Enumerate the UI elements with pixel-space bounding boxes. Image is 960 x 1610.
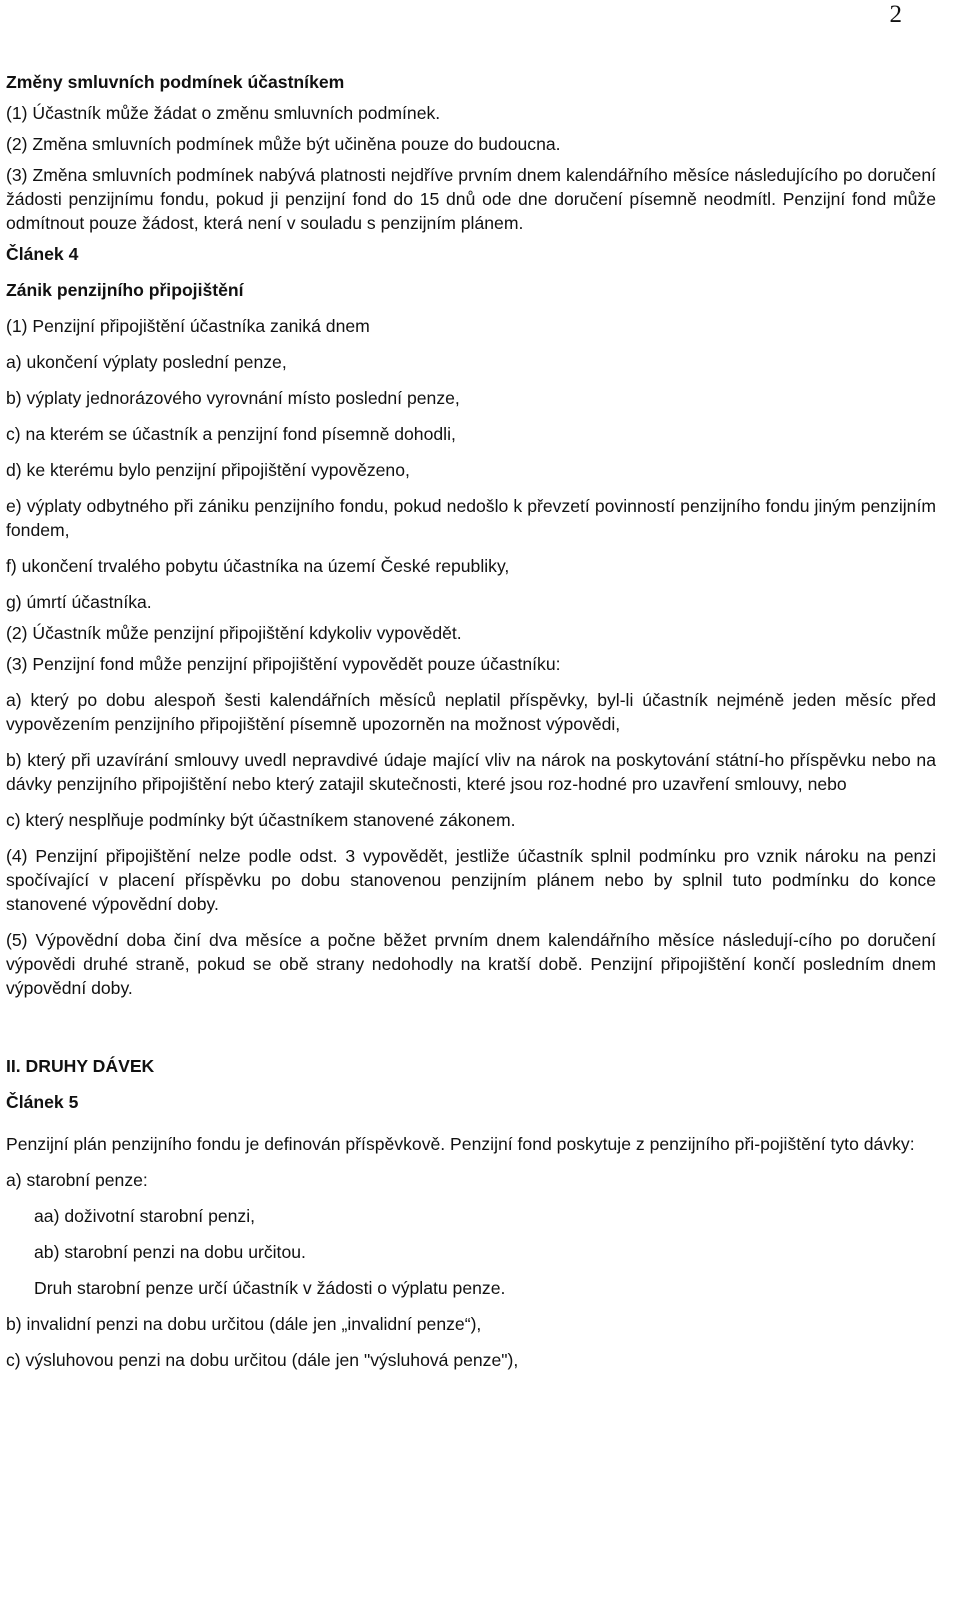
article-label: Článek 5 xyxy=(6,1092,79,1112)
section-heading-changes: Změny smluvních podmínek účastníkem xyxy=(6,72,345,92)
paragraph: (2) Účastník může penzijní připojištění kdykoliv vypovědět. xyxy=(6,623,462,643)
list-item: c) který nesplňuje podmínky být účastníkem stanovené zákonem. xyxy=(6,810,516,830)
list-item: b) který při uzavírání smlouvy uvedl nepravdivé údaje mající vliv na nárok na poskytování státní-ho příspěvku nebo na dávky penzijního připojištění nebo který zatajil skutečnosti, které jsou roz-hodné pro uzavření smlouvy, nebo xyxy=(6,750,936,794)
list-item: a) ukončení výplaty poslední penze, xyxy=(6,352,287,372)
paragraph: (2) Změna smluvních podmínek může být učiněna pouze do budoucna. xyxy=(6,134,561,154)
list-item: ab) starobní penzi na dobu určitou. xyxy=(34,1242,306,1262)
list-item: b) výplaty jednorázového vyrovnání místo poslední penze, xyxy=(6,388,460,408)
article-title: Zánik penzijního připojištění xyxy=(6,280,244,300)
list-item: a) starobní penze: xyxy=(6,1170,148,1190)
paragraph: (3) Penzijní fond může penzijní připojištění vypovědět pouze účastníku: xyxy=(6,654,561,674)
article-label: Článek 4 xyxy=(6,244,79,264)
paragraph: (1) Penzijní připojištění účastníka zaniká dnem xyxy=(6,316,370,336)
document-body xyxy=(6,70,936,1372)
paragraph: Penzijní plán penzijního fondu je definován příspěvkově. Penzijní fond poskytuje z penzijního při-pojištění tyto dávky: xyxy=(6,1134,915,1154)
list-item: c) výsluhovou penzi na dobu určitou (dále jen "výsluhová penze"), xyxy=(6,1350,519,1370)
paragraph: (1) Účastník může žádat o změnu smluvních podmínek. xyxy=(6,103,441,123)
list-item: c) na kterém se účastník a penzijní fond písemně dohodli, xyxy=(6,424,456,444)
paragraph: (5) Výpovědní doba činí dva měsíce a počne běžet prvním dnem kalendářního měsíce následují-cího po doručení výpovědi druhé straně, pokud se obě strany nedohodly na kratší době. Penzijní připojištění končí posledním dnem výpovědní doby. xyxy=(6,930,936,998)
paragraph: (3) Změna smluvních podmínek nabývá platnosti nejdříve prvním dnem kalendářního měsíce následujícího po doručení žádosti penzijnímu fondu, pokud ji penzijní fond do 15 dnů ode dne doručení písemně neodmítl. Penzijní fond může odmítnout pouze žádost, která není v souladu s penzijním plánem. xyxy=(6,165,936,233)
list-item-note: Druh starobní penze určí účastník v žádosti o výplatu penze. xyxy=(34,1278,506,1298)
list-item: f) ukončení trvalého pobytu účastníka na území České republiky, xyxy=(6,556,510,576)
list-item: g) úmrtí účastníka. xyxy=(6,592,152,612)
paragraph: (4) Penzijní připojištění nelze podle odst. 3 vypovědět, jestliže účastník splnil podmínku pro vznik nároku na penzi spočívající v placení příspěvku po dobu stanovenou penzijním plánem nebo by splnil tuto podmínku do konce stanovené výpovědní doby. xyxy=(6,846,936,914)
list-item: d) ke kterému bylo penzijní připojištění vypovězeno, xyxy=(6,460,410,480)
part-heading: II. DRUHY DÁVEK xyxy=(6,1056,155,1076)
list-item: b) invalidní penzi na dobu určitou (dále jen „invalidní penze“), xyxy=(6,1314,482,1334)
list-item: e) výplaty odbytného při zániku penzijního fondu, pokud nedošlo k převzetí povinností penzijního fondu jiným penzijním fondem, xyxy=(6,496,936,540)
page-number: 2 xyxy=(889,1,902,28)
list-item: a) který po dobu alespoň šesti kalendářních měsíců neplatil příspěvky, byl-li účastník nejméně jeden měsíc před vypovězením penzijního připojištění písemně upozorněn na možnost výpovědi, xyxy=(6,690,936,734)
list-item: aa) doživotní starobní penzi, xyxy=(34,1206,256,1226)
